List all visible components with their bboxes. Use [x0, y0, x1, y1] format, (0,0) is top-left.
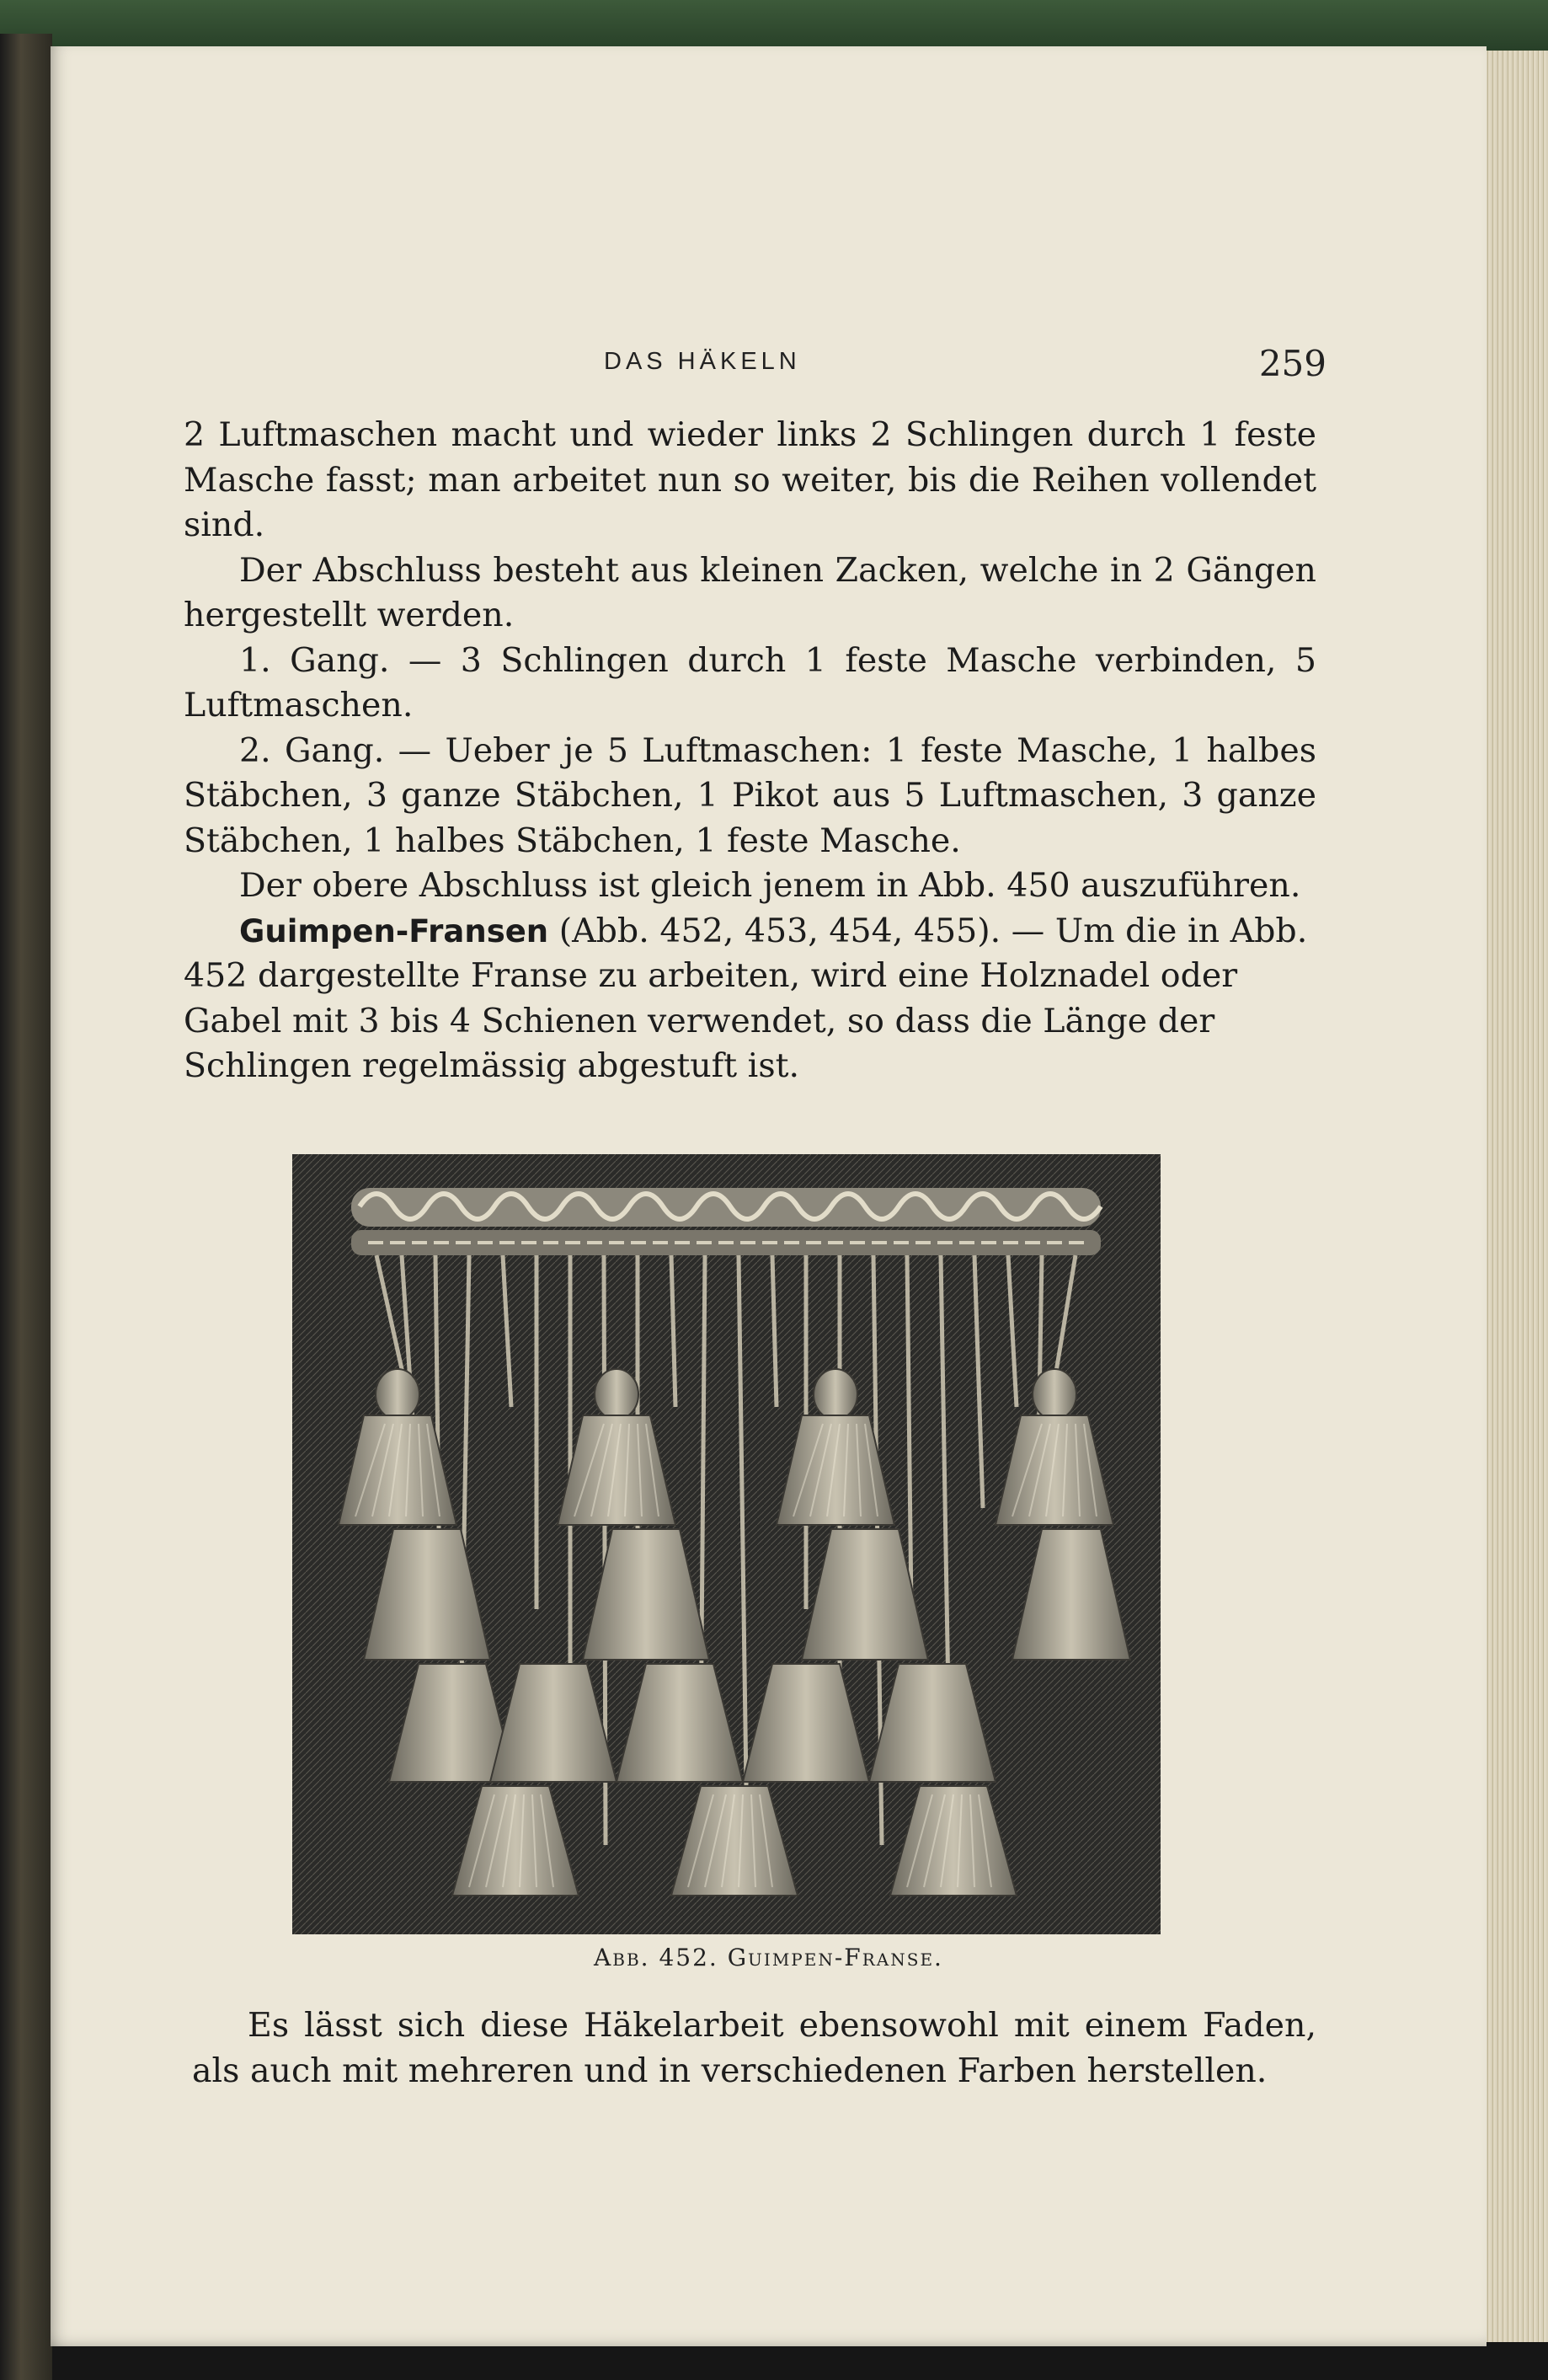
page-number: 259 [1258, 343, 1326, 384]
paragraph-6-text: (Abb. 452, 453, 454, 455). — Um die in Abb. 452 dargestellte Franse zu arbeiten, wird eine Holznadel oder Gabel mit 3 bis 4 Schienen verwendet, so dass die Länge der Schlingen regelmässig abgestuft ist. [184, 911, 1308, 1085]
body-text [184, 413, 1316, 1089]
paragraph-5: Der obere Abschluss ist gleich jenem in Abb. 450 auszuführen. [239, 866, 1301, 905]
paragraph-1: 2 Luftmaschen macht und wieder links 2 Schlingen durch 1 feste Masche fasst; man arbeitet nun so weiter, bis die Reihen vollendet sind. [184, 415, 1316, 544]
figure-caption: Abb. 452. Guimpen-Franse. [594, 1944, 943, 1971]
paragraph-2: Der Abschluss besteht aus kleinen Zacken, welche in 2 Gängen hergestellt werden. [184, 550, 1316, 634]
section-heading: Guimpen-Fransen [239, 912, 549, 949]
paragraph-4: 2. Gang. — Ueber je 5 Luftmaschen: 1 feste Masche, 1 halbes Stäbchen, 3 ganze Stäbchen, 1 Pikot aus 5 Luftmaschen, 3 ganze Stäbchen, 1 halbes Stäbchen, 1 feste Masche. [184, 730, 1316, 860]
book-binding-edge [0, 34, 52, 2380]
chapter-title: DAS HÄKELN [604, 348, 801, 375]
paragraph-7: Es lässt sich diese Häkelarbeit ebensowohl mit einem Faden, als auch mit mehreren und in verschiedenen Farben herstellen. [192, 2006, 1316, 2090]
fringe-illustration [292, 1154, 1161, 1934]
tassel-fringe-engraving [292, 1154, 1161, 1934]
closing-text [192, 2003, 1316, 2094]
paragraph-6 [184, 909, 1316, 1089]
paragraph-3: 1. Gang. — 3 Schlingen durch 1 feste Masche verbinden, 5 Luftmaschen. [184, 640, 1316, 725]
running-head [51, 343, 1487, 384]
page [51, 46, 1487, 2346]
